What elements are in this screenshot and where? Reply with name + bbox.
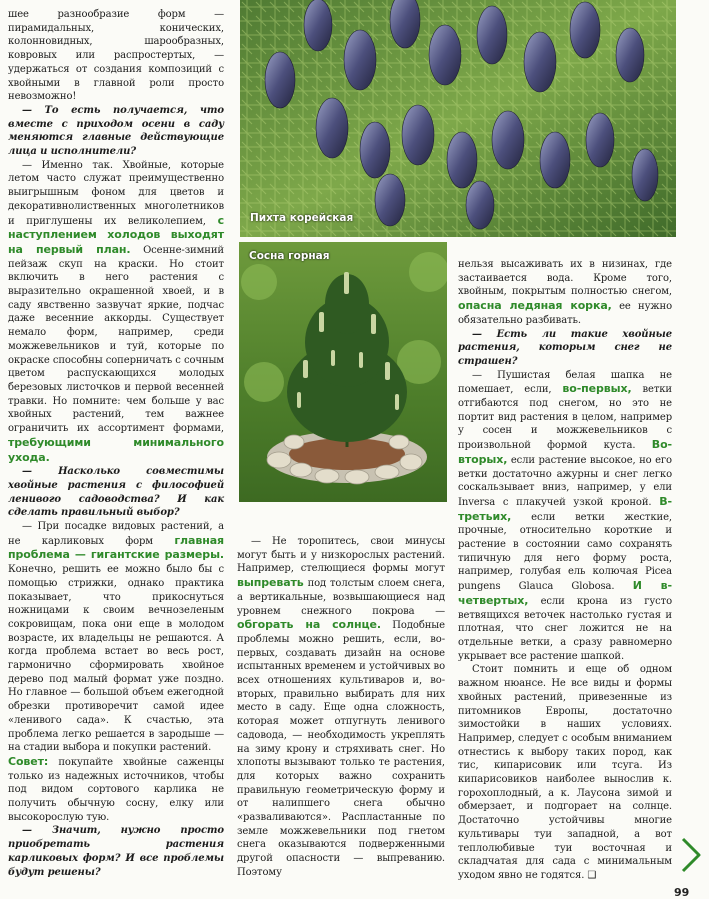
question: — То есть получается, что вместе с приходом осени в саду меняются главные действующие лица и исполнители? [8,104,224,158]
highlight: во-первых, [562,382,632,396]
paragraph: — Именно так. Хвойные, которые летом часто служат преимущественно выигрышным фоном для цветов и декоративнолиственных многолетников и приглушены их великолепием, с наступлением холодов выходят на первый план. Осенне-зимний пейзаж скуп на краски. Но стоит включить в него растения с выразительно окрашенной хвоей, и в саду явственно зазвучат яркие, подчас даже весенние аккорды. Существует немало форм, например, среди можжевельников и туй, которые по окраске способны соперничать с сочным цветом распускающихся молодых березовых листочков и первой весенней травки. Но помните: чем больше у вас хвойных растений, тем важнее ограничить их ассортимент формами, требующими минимального ухода. [8,159,224,464]
next-page-arrow-icon [680,836,702,874]
paragraph: шее разнообразие форм — пирамидальных, конических, колонновидных, шарообразных, ковровых или распростертых, — удержаться от создания композиций с хвойными в главной роли просто невозможно! [8,9,224,103]
article-column-2 [237,535,445,880]
highlight: В-третьих, [458,494,672,523]
end-mark: ❑ [587,869,597,881]
article-column-1 [8,8,224,879]
highlight: с наступлением холодов выходят на первый план. [8,213,224,256]
highlight: требующими минимального ухода. [8,435,224,464]
highlight: Во-вторых, [458,438,672,466]
photo-caption: Сосна горная [249,250,330,262]
highlight: выпревать [237,576,304,590]
highlight: И в-четвертых, [458,579,672,607]
tip-label: Совет: [8,754,49,768]
question: — Есть ли такие хвойные растения, которым снег не страшен? [458,328,672,367]
article-column-3 [458,258,672,883]
paragraph: — При посадке видовых растений, а не карликовых форм главная проблема — гигантские размеры. Конечно, решить ее можно было бы с помощью стрижки, однако практика показывает, что прикоснуться ножницами к своим вечнозеленым сокровищам, пока они еще в молодом возрасте, их владельцы не решаются. А когда проблема встает во весь рост, гармонично сформировать хвойное дерево под малый формат уже поздно. Но главное — большой объем ежегодной обрезки противоречит самой идее «ленивого сада». К счастью, эта проблема легко решается в зародыше — на стадии выбора и покупки растений. [8,521,224,754]
page-number: 99 [674,886,690,899]
paragraph: — Не торопитесь, свои минусы могут быть и у низкорослых растений. Например, стелющиеся формы могут выпревать под толстым слоем снега, а вертикальные, возвышающиеся над уровнем снежного покрова — обгорать на солнце. Подобные проблемы можно решить, если, во-первых, создавать дизайн на основе испытанных временем и устойчивых во всех отношениях культиваров и, во-вторых, правильно выбирать для них место в саду. Еще одна сложность, которая может отпугнуть ленивого садовода, — необходимость укреплять на зиму крону и стряхивать снег. Но хлопоты вызывают только те растения, для которых важно сохранить правильную геометрическую форму и от налипшего снега обычно «разваливаются». Распластанные по земле можжевельники под гнетом снега оказываются подверженными другой опасности — выпреванию. Поэтому [237,536,445,878]
highlight: опасна ледяная корка, [458,299,612,313]
paragraph: Стоит помнить и еще об одном важном нюансе. Не все виды и формы хвойных растений, привезенные из питомников Европы, достаточно зимостойки в наших условиях. Например, следует с особым вниманием отнестись к выбору таких пород, как тис, кипарисовик или тсуга. Из кипарисовиков наиболее вынослив к. горохоплодный, а к. Лаусона зимой и обмерзает, и подгорает на солнце. Достаточно устойчивы многие культивары туи западной, а вот теплолюбивые туи восточная и складчатая для сада с минимальным уходом явно не годятся. ❑ [458,664,672,881]
photo-caption: Пихта корейская [250,212,354,224]
highlight: обгорать на солнце. [237,618,381,632]
mountain-pine-photo [239,242,447,502]
question: — Значит, нужно просто приобретать растения карликовых форм? И все проблемы будут решены? [8,825,224,878]
question: — Насколько совместимы хвойные растения с философией ленивого садоводства? И как сделать правильный выбор? [8,466,224,519]
tip: Совет: покупайте хвойные саженцы только из надежных источников, чтобы под видом сортового карлика не получить обычную сосну, елку или высокорослую тую. [8,754,224,823]
paragraph: нельзя высаживать их в низинах, где застаивается вода. Кроме того, хвойным, покрытым полностью снегом, опасна ледяная корка, ее нужно обязательно разбивать. [458,259,672,326]
paragraph: — Пушистая белая шапка не помешает, если, во-первых, ветки отгибаются под снегом, но это не портит вид растения в целом, например у сосен и можжевельников с произвольной формой куста. Во-вторых, если растение высокое, но его ветки достаточно ажурны и снег легко соскальзывает вниз, например, у ели Inversa с плакучей узкой кроной. В-третьих, если ветки жесткие, прочные, относительно короткие и растение в состоянии само сохранять типичную для него форму роста, например, голубая ель колючая Picea pungens Glauca Globosa. И в-четвертых, если крона из густо ветвящихся веточек настолько густая и плотная, что снег ложится не на отдельные ветки, а сразу равномерно укрывает все растение шапкой. [458,369,672,662]
korean-fir-photo [240,0,676,237]
highlight: главная проблема — гигантские размеры. [8,533,224,562]
